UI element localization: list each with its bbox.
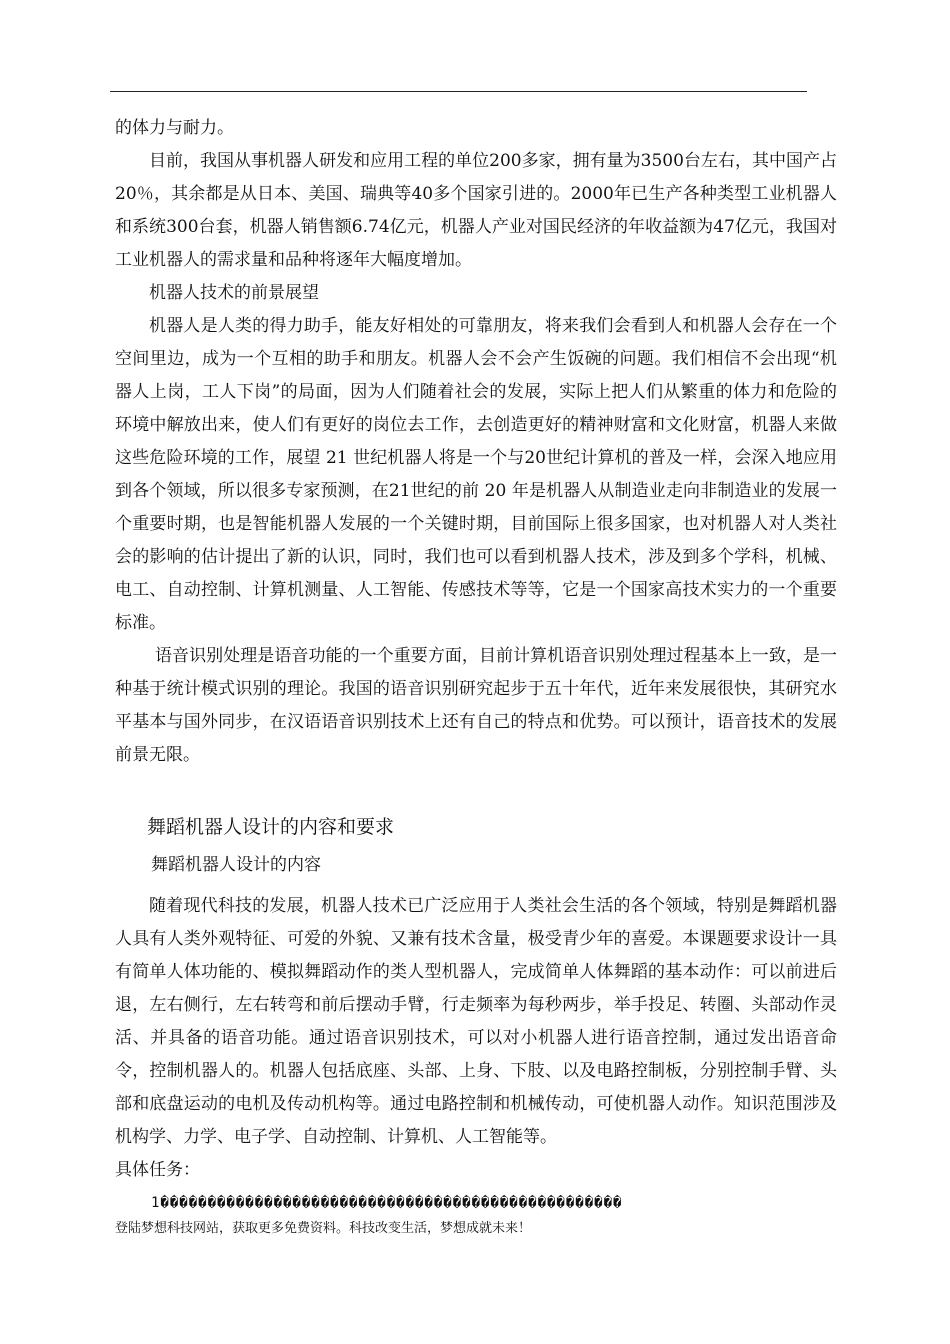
section-subheading: 舞蹈机器人设计的内容 [151, 855, 321, 875]
paragraph-speech-recognition: 语音识别处理是语音功能的一个重要方面，目前计算机语音识别处理过程基本上一致，是一种基于统计模式识别的理论。我国的语音识别研究起步于五十年代，近年来发展很快，其研究水平基本与国外同步，在汉语语音识别技术上还有自己的特点和优势。可以预计，语音技术的发展前景无限。 [115, 646, 837, 765]
task-item-1: 1������������������������������������������������� [151, 1195, 623, 1211]
subhead-robot-outlook: 机器人技术的前景展望 [149, 283, 319, 303]
document-page [115, 112, 837, 1241]
paragraph-robot-industry-stats: 目前，我国从事机器人研发和应用工程的单位200多家，拥有量为3500台左右，其中国产占20％，其余都是从日本、美国、瑞典等40多个国家引进的。2000年已生产各种类型工业机器人和系统300台套，机器人销售额6.74亿元，机器人产业对国民经济的年收益额为47亿元，我国对工业机器人的需求量和品种将逐年大幅度增加。 [115, 151, 837, 270]
paragraph-robot-outlook: 机器人是人类的得力助手，能友好相处的可靠朋友，将来我们会看到人和机器人会存在一个空间里边，成为一个互相的助手和朋友。机器人会不会产生饭碗的问题。我们相信不会出现“机器人上岗，工人下岗”的局面，因为人们随着社会的发展，实际上把人们从繁重的体力和危险的环境中解放出来，使人们有更好的岗位去工作，去创造更好的精神财富和文化财富，机器人来做这些危险环境的工作，展望 21 世纪机器人将是一个与20世纪计算机的普及一样，会深入地应用到各个领域，所以很多专家预测，在21世纪的前 20 年是机器人从制造业走向非制造业的发展一个重要时期，也是智能机器人发展的一个关键时期，目前国际上很多国家，也对机器人对人类社会的影响的估计提出了新的认识，同时，我们也可以看到机器人技术，涉及到多个学科，机械、电工、自动控制、计算机测量、人工智能、传感技术等等，它是一个国家高技术实力的一个重要标准。 [115, 316, 837, 633]
paragraph-continuation: 的体力与耐力。 [115, 118, 234, 138]
tasks-label: 具体任务： [115, 1160, 200, 1180]
section-heading: 舞蹈机器人设计的内容和要求 [147, 816, 395, 838]
header-rule [110, 91, 807, 92]
paragraph-design-content: 随着现代科技的发展，机器人技术已广泛应用于人类社会生活的各个领域，特别是舞蹈机器人具有人类外观特征、可爱的外貌、又兼有技术含量，极受青少年的喜爱。本课题要求设计一具有简单人体功能的、模拟舞蹈动作的类人型机器人，完成简单人体舞蹈的基本动作：可以前进后退，左右侧行，左右转弯和前后摆动手臂，行走频率为每秒两步，举手投足、转圈、头部动作灵活、并具备的语音功能。通过语音识别技术，可以对小机器人进行语音控制，通过发出语音命令，控制机器人的。机器人包括底座、头部、上身、下肢、以及电路控制板，分别控制手臂、头部和底盘运动的电机及传动机构等。通过电路控制和机械传动，可使机器人动作。知识范围涉及机构学、力学、电子学、自动控制、计算机、人工智能等。 [115, 896, 837, 1147]
page-footer: 登陆梦想科技网站，获取更多免费资料。科技改变生活，梦想成就未来！ [115, 1221, 532, 1236]
